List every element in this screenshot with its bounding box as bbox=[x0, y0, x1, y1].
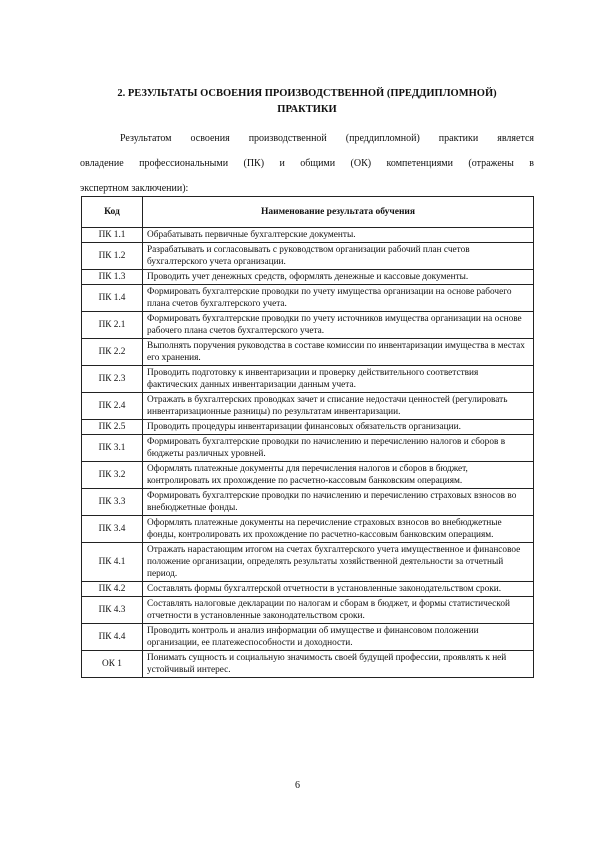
competency-code: ПК 3.4 bbox=[82, 516, 143, 543]
header-code: Код bbox=[82, 197, 143, 228]
table-row bbox=[82, 312, 534, 339]
competency-description: Проводить учет денежных средств, оформлять денежные и кассовые документы. bbox=[143, 270, 534, 285]
competency-description: Проводить процедуры инвентаризации финансовых обязательств организации. bbox=[143, 420, 534, 435]
competency-code: ПК 2.1 bbox=[82, 312, 143, 339]
header-result: Наименование результата обучения bbox=[143, 197, 534, 228]
competencies-table bbox=[81, 196, 534, 678]
table-row bbox=[82, 339, 534, 366]
competency-description: Оформлять платежные документы для перечисления налогов и сборов в бюджет, контролировать их прохождение по расчетно-кассовым банковским операциям. bbox=[143, 462, 534, 489]
intro-line2: овладение профессиональными (ПК) и общими (ОК) компетенциями (отражены в bbox=[80, 158, 534, 169]
table-row bbox=[82, 393, 534, 420]
competency-code: ПК 4.1 bbox=[82, 543, 143, 582]
section-heading bbox=[80, 86, 534, 118]
competency-code: ПК 1.2 bbox=[82, 243, 143, 270]
intro-line1: Результатом освоения производственной (преддипломной) практики является bbox=[120, 133, 534, 144]
competency-code: ПК 3.2 bbox=[82, 462, 143, 489]
table-row bbox=[82, 582, 534, 597]
competency-description: Составлять формы бухгалтерской отчетности в установленные законодательством сроки. bbox=[143, 582, 534, 597]
competency-description: Разрабатывать и согласовывать с руководством организации рабочий план счетов бухгалтерского учета организации. bbox=[143, 243, 534, 270]
competency-description: Отражать нарастающим итогом на счетах бухгалтерского учета имущественное и финансовое положение организации, определять результаты хозяйственной деятельности за отчетный период. bbox=[143, 543, 534, 582]
section-heading-line1: 2. РЕЗУЛЬТАТЫ ОСВОЕНИЯ ПРОИЗВОДСТВЕННОЙ (ПРЕДДИПЛОМНОЙ) bbox=[117, 88, 497, 99]
competency-code: ПК 1.4 bbox=[82, 285, 143, 312]
competency-code: ПК 2.4 bbox=[82, 393, 143, 420]
table-row bbox=[82, 651, 534, 678]
competency-description: Оформлять платежные документы на перечисление страховых взносов во внебюджетные фонды, контролировать их прохождение по расчетно-кассовым банковским операциям. bbox=[143, 516, 534, 543]
table-row bbox=[82, 489, 534, 516]
competency-code: ПК 2.3 bbox=[82, 366, 143, 393]
competency-code: ПК 1.1 bbox=[82, 228, 143, 243]
competency-code: ПК 3.3 bbox=[82, 489, 143, 516]
competency-code: ПК 4.4 bbox=[82, 624, 143, 651]
table-row bbox=[82, 597, 534, 624]
table-row bbox=[82, 285, 534, 312]
competency-code: ПК 3.1 bbox=[82, 435, 143, 462]
table-row bbox=[82, 228, 534, 243]
table-row bbox=[82, 516, 534, 543]
competency-code: ПК 2.5 bbox=[82, 420, 143, 435]
competency-code: ПК 4.3 bbox=[82, 597, 143, 624]
table-row bbox=[82, 270, 534, 285]
section-heading-line2: ПРАКТИКИ bbox=[277, 104, 337, 115]
competency-code: ПК 2.2 bbox=[82, 339, 143, 366]
competency-description: Составлять налоговые декларации по налогам и сборам в бюджет, и формы статистической отчетности в установленные законодательством сроки. bbox=[143, 597, 534, 624]
competency-code: ПК 1.3 bbox=[82, 270, 143, 285]
table-row bbox=[82, 366, 534, 393]
competency-description: Проводить контроль и анализ информации об имуществе и финансовом положении организации, ее платежеспособности и доходности. bbox=[143, 624, 534, 651]
page-number: 6 bbox=[295, 780, 300, 791]
competency-description: Обрабатывать первичные бухгалтерские документы. bbox=[143, 228, 534, 243]
competency-code: ПК 4.2 bbox=[82, 582, 143, 597]
table-row bbox=[82, 624, 534, 651]
competency-description: Отражать в бухгалтерских проводках зачет и списание недостачи ценностей (регулировать инвентаризационные разницы) по результатам инвентаризации. bbox=[143, 393, 534, 420]
table-row bbox=[82, 435, 534, 462]
competency-description: Формировать бухгалтерские проводки по начислению и перечислению страховых взносов во внебюджетные фонды. bbox=[143, 489, 534, 516]
competency-description: Проводить подготовку к инвентаризации и проверку действительного соответствия фактических данных инвентаризации данным учета. bbox=[143, 366, 534, 393]
table-header-row bbox=[82, 197, 534, 228]
table-row bbox=[82, 420, 534, 435]
competency-description: Понимать сущность и социальную значимость своей будущей профессии, проявлять к ней устойчивый интерес. bbox=[143, 651, 534, 678]
competency-description: Формировать бухгалтерские проводки по учету имущества организации на основе рабочего плана счетов бухгалтерского учета. bbox=[143, 285, 534, 312]
table-row bbox=[82, 543, 534, 582]
competency-code: ОК 1 bbox=[82, 651, 143, 678]
intro-line3: экспертном заключении): bbox=[80, 183, 189, 194]
table-row bbox=[82, 243, 534, 270]
table-body bbox=[82, 228, 534, 678]
competency-description: Выполнять поручения руководства в составе комиссии по инвентаризации имущества в местах его хранения. bbox=[143, 339, 534, 366]
competency-description: Формировать бухгалтерские проводки по учету источников имущества организации на основе рабочего плана счетов бухгалтерского учета. bbox=[143, 312, 534, 339]
competency-description: Формировать бухгалтерские проводки по начислению и перечислению налогов и сборов в бюджеты различных уровней. bbox=[143, 435, 534, 462]
table-row bbox=[82, 462, 534, 489]
intro-paragraph bbox=[80, 126, 534, 201]
